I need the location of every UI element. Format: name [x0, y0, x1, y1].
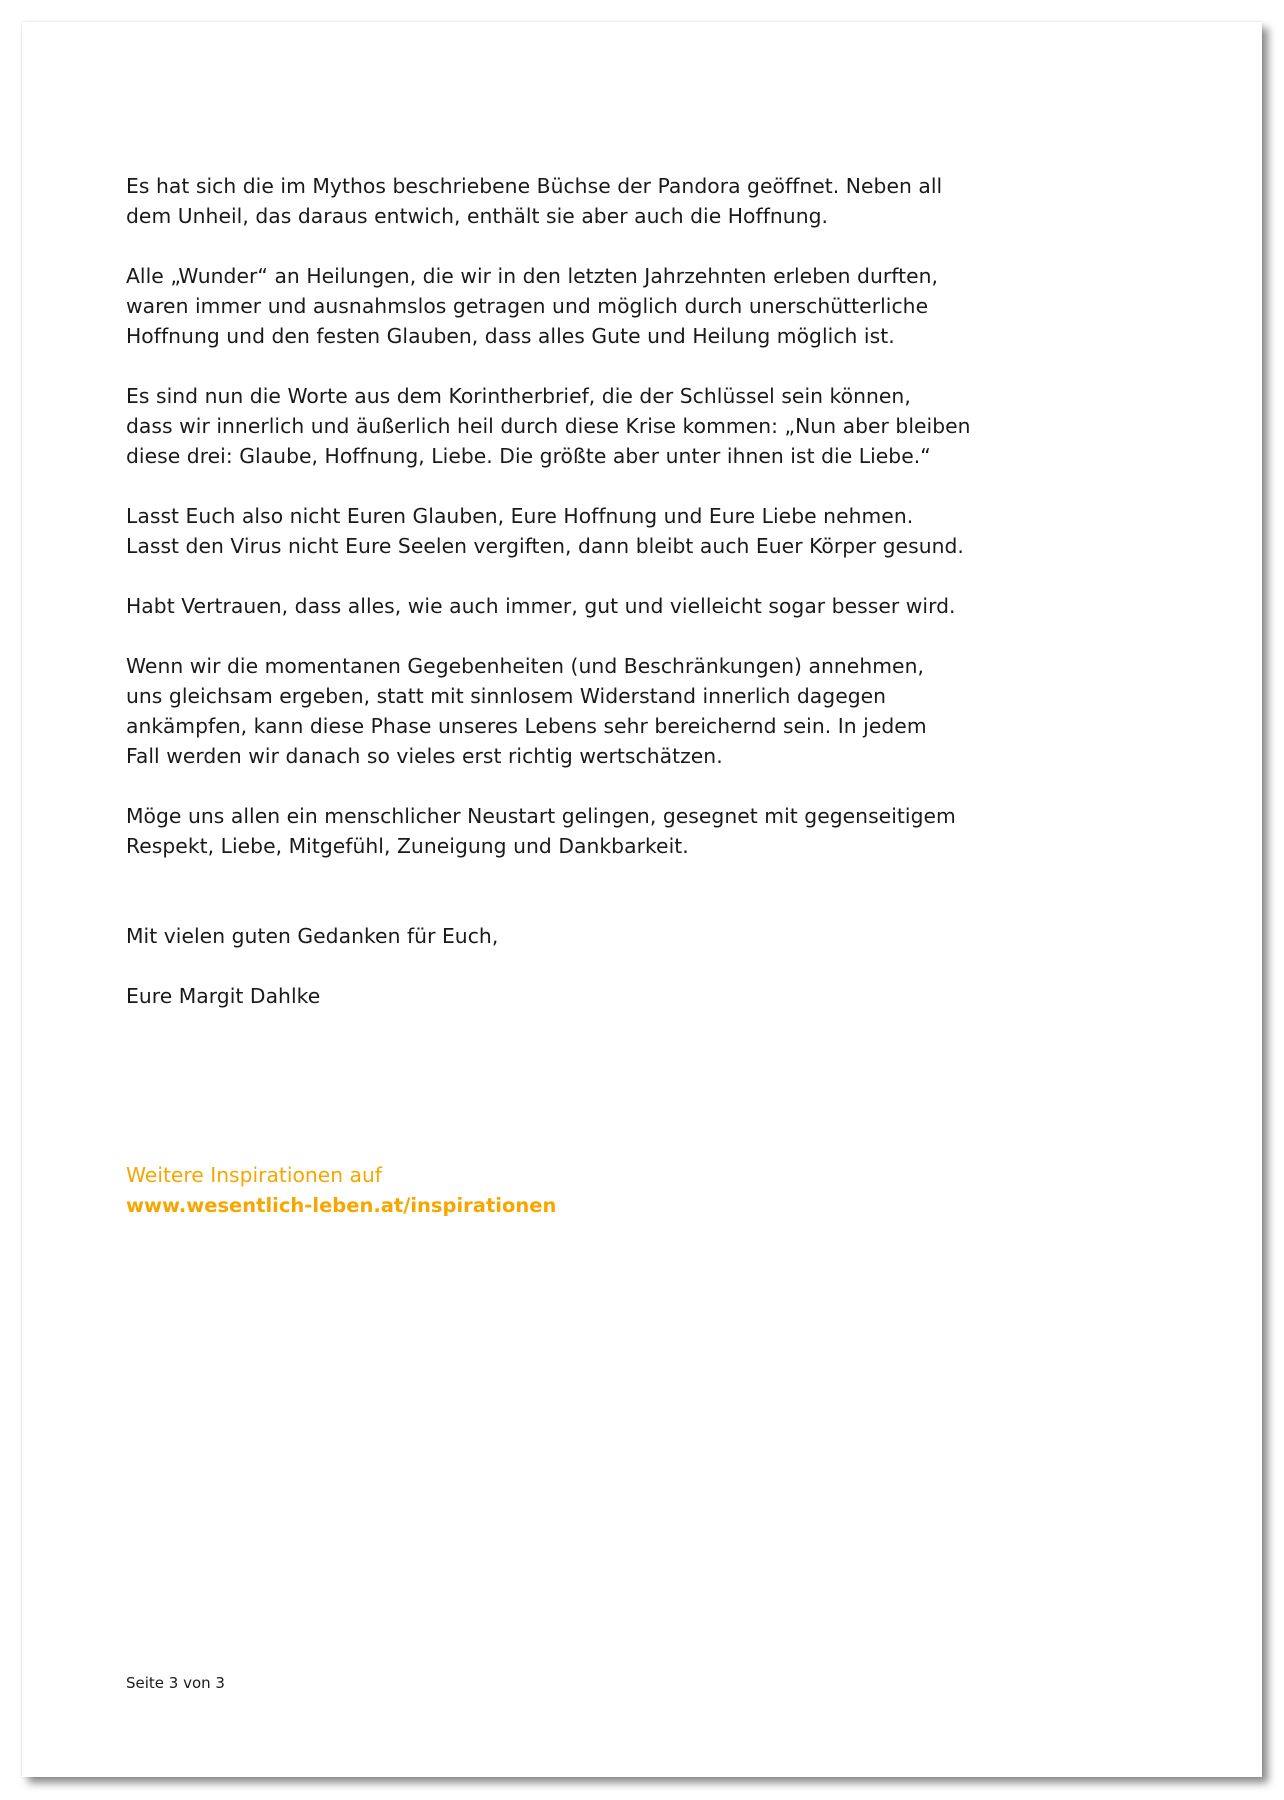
- inspiration-block: [126, 1160, 556, 1221]
- paragraph-wunder: Alle „Wunder“ an Heilungen, die wir in den letzten Jahrzehnten erleben durften, waren immer und ausnahmslos getragen und möglich durch unerschütterliche Hoffnung und den festen Glauben, dass alles Gute und Heilung möglich ist.: [126, 264, 939, 348]
- paragraph-pandora: Es hat sich die im Mythos beschriebene Büchse der Pandora geöffnet. Neben all dem Unheil, das daraus entwich, enthält sie aber auch die Hoffnung.: [126, 174, 943, 228]
- paragraph-vertrauen: Habt Vertrauen, dass alles, wie auch immer, gut und vielleicht sogar besser wird.: [126, 594, 956, 618]
- paragraph-korintherbrief: Es sind nun die Worte aus dem Korintherbrief, die der Schlüssel sein können, dass wir innerlich und äußerlich heil durch diese Krise kommen: „Nun aber bleiben diese drei: Glaube, Hoffnung, Liebe. Die größte aber unter ihnen ist die Liebe.“: [126, 384, 971, 468]
- inspiration-label: Weitere Inspirationen auf: [126, 1163, 382, 1187]
- closing-greeting: Mit vielen guten Gedanken für Euch,: [126, 924, 499, 948]
- paragraph-neustart: Möge uns allen ein menschlicher Neustart gelingen, gesegnet mit gegenseitigem Respekt, Liebe, Mitgefühl, Zuneigung und Dankbarkeit.: [126, 804, 956, 858]
- letter-body: [126, 171, 1126, 1041]
- signature: Eure Margit Dahlke: [126, 984, 321, 1008]
- page-number: Seite 3 von 3: [126, 1674, 225, 1692]
- paragraph-gegebenheiten: Wenn wir die momentanen Gegebenheiten (und Beschränkungen) annehmen, uns gleichsam ergeben, statt mit sinnlosem Widerstand innerlich dagegen ankämpfen, kann diese Phase unseres Lebens sehr bereichernd sein. In jedem Fall werden wir danach so vieles erst richtig wertschätzen.: [126, 654, 927, 768]
- paragraph-glauben: Lasst Euch also nicht Euren Glauben, Eure Hoffnung und Eure Liebe nehmen. Lasst den Virus nicht Eure Seelen vergiften, dann bleibt auch Euer Körper gesund.: [126, 504, 964, 558]
- inspiration-link[interactable]: www.wesentlich-leben.at/inspirationen: [126, 1194, 557, 1217]
